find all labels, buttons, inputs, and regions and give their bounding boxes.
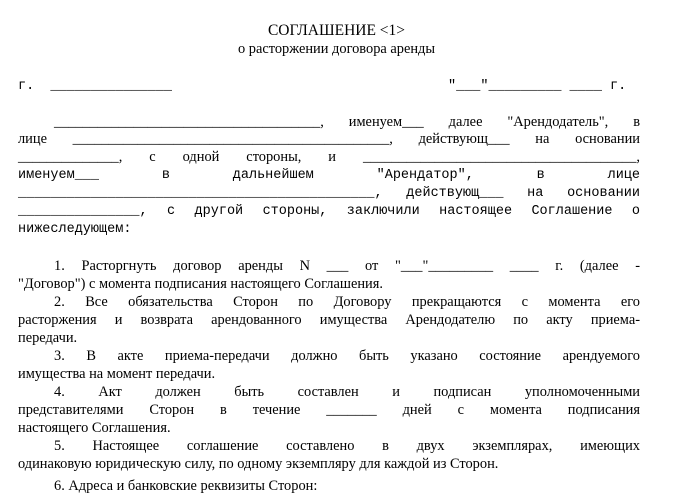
text-line: 3. В акте приема-передачи должно быть указано состояние арендуемого xyxy=(54,348,640,364)
text-line: передачи. xyxy=(18,330,78,346)
document-title: СОГЛАШЕНИЕ <1> xyxy=(267,22,406,39)
text-line: _______________, с другой стороны, заключили настоящее Соглашение о xyxy=(18,204,640,219)
text-line: _____________________________________, именуем___ далее "Арендодатель", в xyxy=(54,114,640,130)
text-line: 2. Все обязательства Сторон по Договору прекращаются с момента его xyxy=(54,294,640,310)
text-line: ______________, с одной стороны, и ______________________________________, xyxy=(18,149,640,165)
text-line: настоящего Соглашения. xyxy=(18,420,171,436)
text-line: 1. Расторгнуть договор аренды N ___ от "___"_________ ____ г. (далее - xyxy=(54,258,640,274)
text-line: лице ____________________________________________, действующ___ на основании xyxy=(18,131,640,147)
text-line: расторжения и возврата арендованного имущества Арендодателю по акту приема- xyxy=(18,312,640,328)
text-line: 5. Настоящее соглашение составлено в двух экземплярах, имеющих xyxy=(54,438,640,454)
text-line: имущества на момент передачи. xyxy=(18,366,216,382)
text-line: нижеследующем: xyxy=(18,222,132,237)
text-line: представителями Сторон в течение _______ дней с момента подписания xyxy=(18,402,640,418)
date-line: "___"_________ ____ г. xyxy=(448,79,627,94)
place-line: г. _______________ xyxy=(18,79,172,94)
text-line: 4. Акт должен быть составлен и подписан уполномоченными xyxy=(54,384,640,400)
text-line: 6. Адреса и банковские реквизиты Сторон: xyxy=(54,478,318,494)
text-line: ____________________________________________, действующ___ на основании xyxy=(18,186,640,201)
document-subtitle: о расторжении договора аренды xyxy=(237,41,436,57)
text-line: "Договор") с момента подписания настоящего Соглашения. xyxy=(18,276,383,292)
text-line: одинаковую юридическую силу, по одному экземпляру для каждой из Сторон. xyxy=(18,456,499,472)
text-line: именуем___ в дальнейшем "Арендатор", в лице xyxy=(18,168,640,183)
